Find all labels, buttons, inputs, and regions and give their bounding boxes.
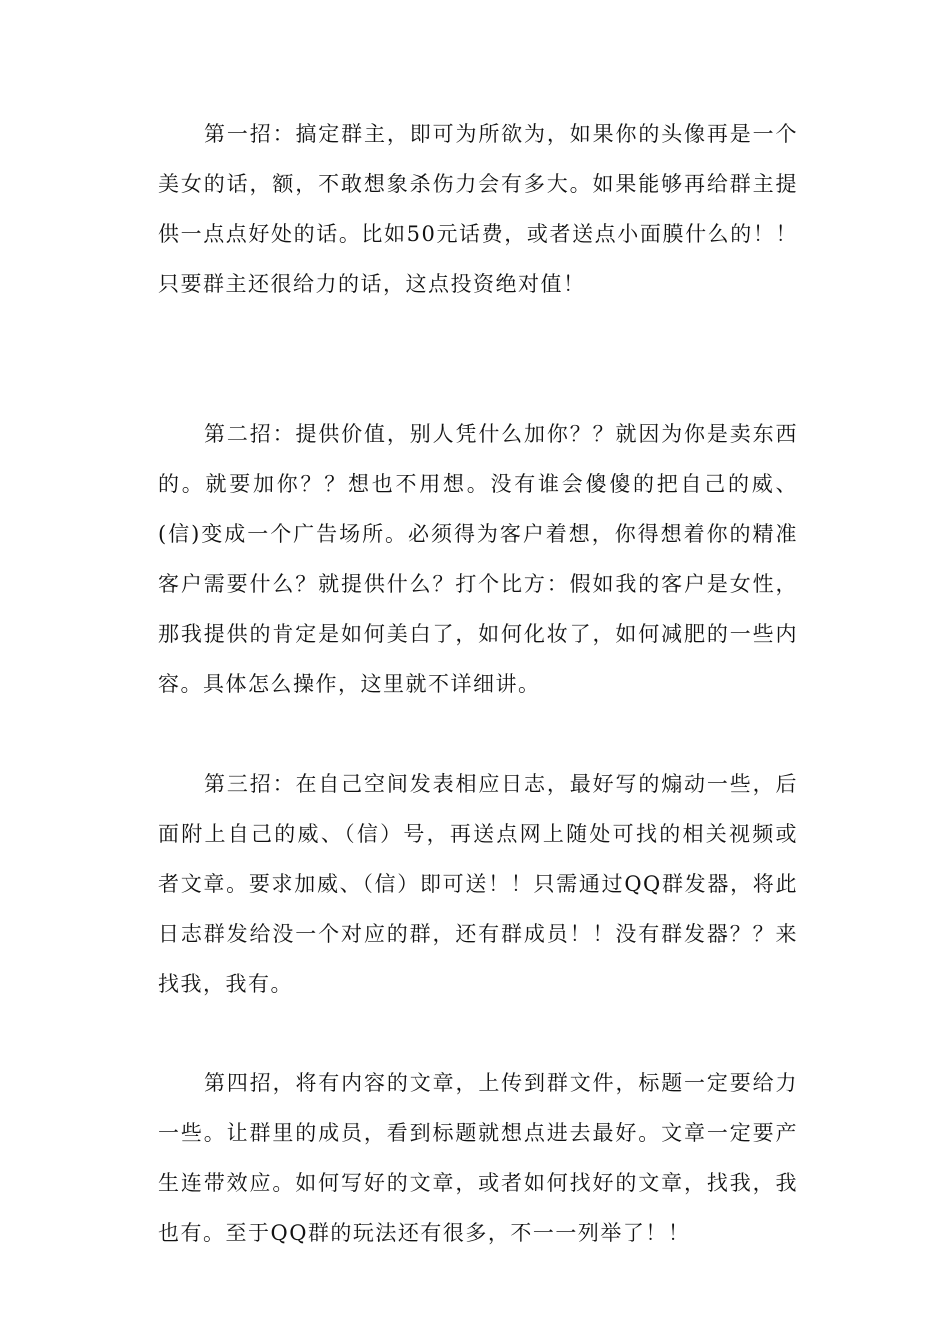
paragraph-4: 第四招，将有内容的文章，上传到群文件，标题一定要给力一些。让群里的成员，看到标题就想点进去最好。文章一定要产生连带效应。如何写好的文章，或者如何找好的文章，找我，我也有。至于QQ群的玩法还有很多，不一一列举了！！ <box>158 1071 798 1245</box>
paragraph-1: 第一招：搞定群主，即可为所欲为，如果你的头像再是一个美女的话，额，不敢想象杀伤力会有多大。如果能够再给群主提供一点点好处的话。比如50元话费，或者送点小面膜什么的！！只要群主还很给力的话，这点投资绝对值！ <box>158 122 798 296</box>
paragraph-3: 第三招：在自己空间发表相应日志，最好写的煽动一些，后面附上自己的威、（信）号，再送点网上随处可找的相关视频或者文章。要求加威、（信）即可送！！只需通过QQ群发器，将此日志群发给没一个对应的群，还有群成员！！没有群发器？？来找我，我有。 <box>158 772 798 996</box>
paragraph-2: 第二招：提供价值，别人凭什么加你？？就因为你是卖东西的。就要加你？？想也不用想。没有谁会傻傻的把自己的威、(信)变成一个广告场所。必须得为客户着想，你得想着你的精准客户需要什么？就提供什么？打个比方：假如我的客户是女性，那我提供的肯定是如何美白了，如何化妆了，如何减肥的一些内容。具体怎么操作，这里就不详细讲。 <box>158 422 798 696</box>
